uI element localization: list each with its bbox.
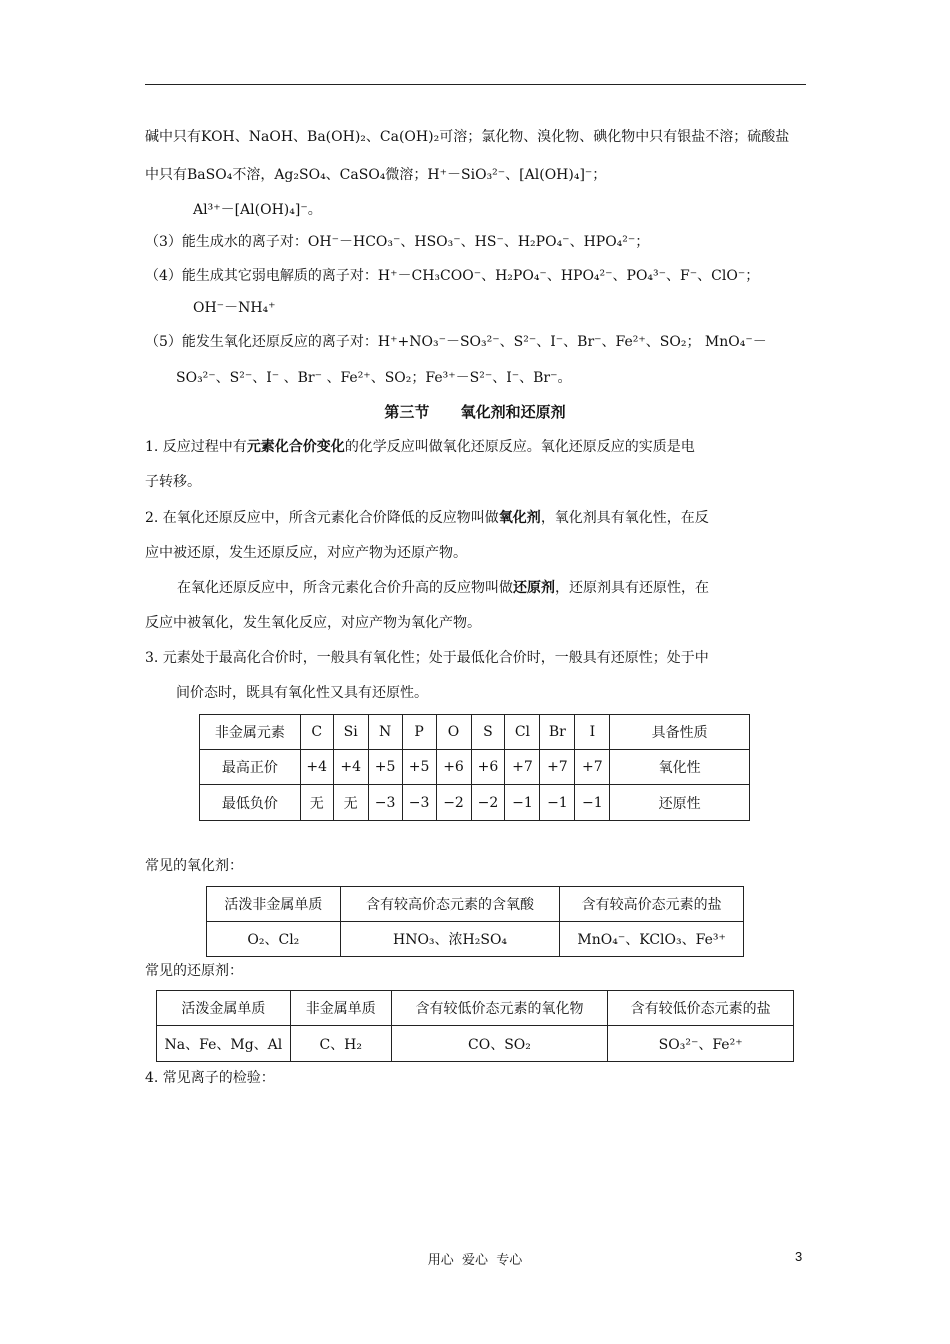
list-item: OH⁻－NH₄⁺ xyxy=(193,300,276,316)
paragraph-line: 应中被还原，发生还原反应，对应产物为还原产物。 xyxy=(145,545,467,561)
point-2b xyxy=(177,578,709,598)
table-cell: −3 xyxy=(368,785,402,821)
oxidants-label: 常见的氧化剂： xyxy=(145,858,243,874)
table-cell: P xyxy=(402,715,436,750)
reductants-table xyxy=(156,990,794,1062)
table-cell: Br xyxy=(540,715,575,750)
table-cell: +4 xyxy=(300,750,333,785)
table-cell: 活泼非金属单质 xyxy=(207,887,341,922)
oxidants-table xyxy=(206,886,744,957)
table-cell: +6 xyxy=(471,750,505,785)
point-2b-keyword: 还原剂 xyxy=(513,580,555,596)
table-header-row xyxy=(200,715,750,750)
table-cell: 含有较低价态元素的盐 xyxy=(608,991,794,1026)
paragraph-line: Al³⁺－[Al(OH)₄]⁻。 xyxy=(193,202,322,218)
table-cell: −1 xyxy=(575,785,610,821)
table-cell: Na、Fe、Mg、Al xyxy=(157,1026,291,1062)
table-cell: 无 xyxy=(333,785,368,821)
table-cell: +5 xyxy=(368,750,402,785)
list-item: （4）能生成其它弱电解质的离子对：H⁺－CH₃COO⁻、H₂PO₄⁻、HPO₄²⁻、PO₄³⁻、F⁻、ClO⁻； xyxy=(145,268,760,284)
table-cell: 含有较高价态元素的盐 xyxy=(560,887,744,922)
table-cell: CO、SO₂ xyxy=(391,1026,608,1062)
point-1-keyword: 元素化合价变化 xyxy=(246,439,345,455)
table-cell: +6 xyxy=(436,750,471,785)
table-cell: O xyxy=(436,715,471,750)
table-cell: +7 xyxy=(505,750,540,785)
table-header-row xyxy=(207,887,744,922)
table-cell: 无 xyxy=(300,785,333,821)
table-cell: 含有较低价态元素的氧化物 xyxy=(391,991,608,1026)
point-3: 3. 元素处于最高化合价时，一般具有氧化性；处于最低化合价时，一般具有还原性；处于中 xyxy=(145,650,709,666)
table-cell: O₂、Cl₂ xyxy=(207,922,341,957)
table-row xyxy=(207,922,744,957)
table-cell: 具备性质 xyxy=(610,715,750,750)
table-cell: −1 xyxy=(505,785,540,821)
paragraph-line: 中只有BaSO₄不溶，Ag₂SO₄、CaSO₄微溶；H⁺－SiO₃²⁻、[Al(OH)₄]⁻； xyxy=(145,167,607,183)
table-row xyxy=(200,785,750,821)
paragraph-line: 碱中只有KOH、NaOH、Ba(OH)₂、Ca(OH)₂可溶；氯化物、溴化物、碘化物中只有银盐不溶；硫酸盐 xyxy=(145,129,790,145)
page-number: 3 xyxy=(795,1249,803,1264)
table-cell: 最高正价 xyxy=(200,750,301,785)
table-cell: 含有较高价态元素的含氧酸 xyxy=(340,887,560,922)
table-cell: −2 xyxy=(471,785,505,821)
table-cell: 还原性 xyxy=(610,785,750,821)
table-cell: Cl xyxy=(505,715,540,750)
table-cell: I xyxy=(575,715,610,750)
table-cell: MnO₄⁻、KClO₃、Fe³⁺ xyxy=(560,922,744,957)
table-cell: +4 xyxy=(333,750,368,785)
list-item: （5）能发生氧化还原反应的离子对：H⁺+NO₃⁻－SO₃²⁻、S²⁻、I⁻、Br⁻、Fe²⁺、SO₂； MnO₄⁻－ xyxy=(145,334,767,350)
point-1-suffix: 的化学反应叫做氧化还原反应。氧化还原反应的实质是电 xyxy=(344,439,695,455)
point-2-keyword: 氧化剂 xyxy=(498,510,541,526)
reductants-label: 常见的还原剂： xyxy=(145,963,243,979)
table-cell: C xyxy=(300,715,333,750)
point-2 xyxy=(145,508,709,528)
list-item: SO₃²⁻、S²⁻、I⁻ 、Br⁻ 、Fe²⁺、SO₂；Fe³⁺－S²⁻、I⁻、Br⁻。 xyxy=(176,370,572,386)
table-cell: Si xyxy=(333,715,368,750)
table-cell: 非金属元素 xyxy=(200,715,301,750)
header-rule xyxy=(145,84,806,85)
table-cell: −3 xyxy=(402,785,436,821)
table-cell: −2 xyxy=(436,785,471,821)
table-row xyxy=(200,750,750,785)
paragraph-line: 子转移。 xyxy=(145,474,201,490)
table-cell: +7 xyxy=(575,750,610,785)
valence-table xyxy=(199,714,750,821)
paragraph-line: 间价态时，既具有氧化性又具有还原性。 xyxy=(176,685,428,701)
table-cell: +7 xyxy=(540,750,575,785)
table-cell: C、H₂ xyxy=(290,1026,391,1062)
paragraph-line: 反应中被氧化，发生氧化反应，对应产物为氧化产物。 xyxy=(145,615,481,631)
table-cell: HNO₃、浓H₂SO₄ xyxy=(340,922,560,957)
table-cell: 氧化性 xyxy=(610,750,750,785)
point-1 xyxy=(145,437,695,457)
table-cell: +5 xyxy=(402,750,436,785)
point-2b-prefix: 在氧化还原反应中，所含元素化合价升高的反应物叫做 xyxy=(177,580,513,596)
footer-motto: 用心 爱心 专心 xyxy=(427,1253,523,1268)
table-cell: 最低负价 xyxy=(200,785,301,821)
table-cell: SO₃²⁻、Fe²⁺ xyxy=(608,1026,794,1062)
table-cell: −1 xyxy=(540,785,575,821)
table-cell: N xyxy=(368,715,402,750)
list-item: （3）能生成水的离子对：OH⁻－HCO₃⁻、HSO₃⁻、HS⁻、H₂PO₄⁻、HPO₄²⁻； xyxy=(145,234,650,250)
point-2b-suffix: ，还原剂具有还原性，在 xyxy=(555,580,709,596)
point-4: 4. 常见离子的检验： xyxy=(145,1070,275,1086)
point-2-suffix: ，氧化剂具有氧化性，在反 xyxy=(540,510,709,526)
table-header-row xyxy=(157,991,794,1026)
point-1-prefix: 1. 反应过程中有 xyxy=(145,439,247,455)
table-cell: S xyxy=(471,715,505,750)
table-cell: 活泼金属单质 xyxy=(157,991,291,1026)
point-2-prefix: 2. 在氧化还原反应中，所含元素化合价降低的反应物叫做 xyxy=(145,510,499,526)
table-row xyxy=(157,1026,794,1062)
table-cell: 非金属单质 xyxy=(290,991,391,1026)
section-title: 第三节 氧化剂和还原剂 xyxy=(384,403,566,421)
